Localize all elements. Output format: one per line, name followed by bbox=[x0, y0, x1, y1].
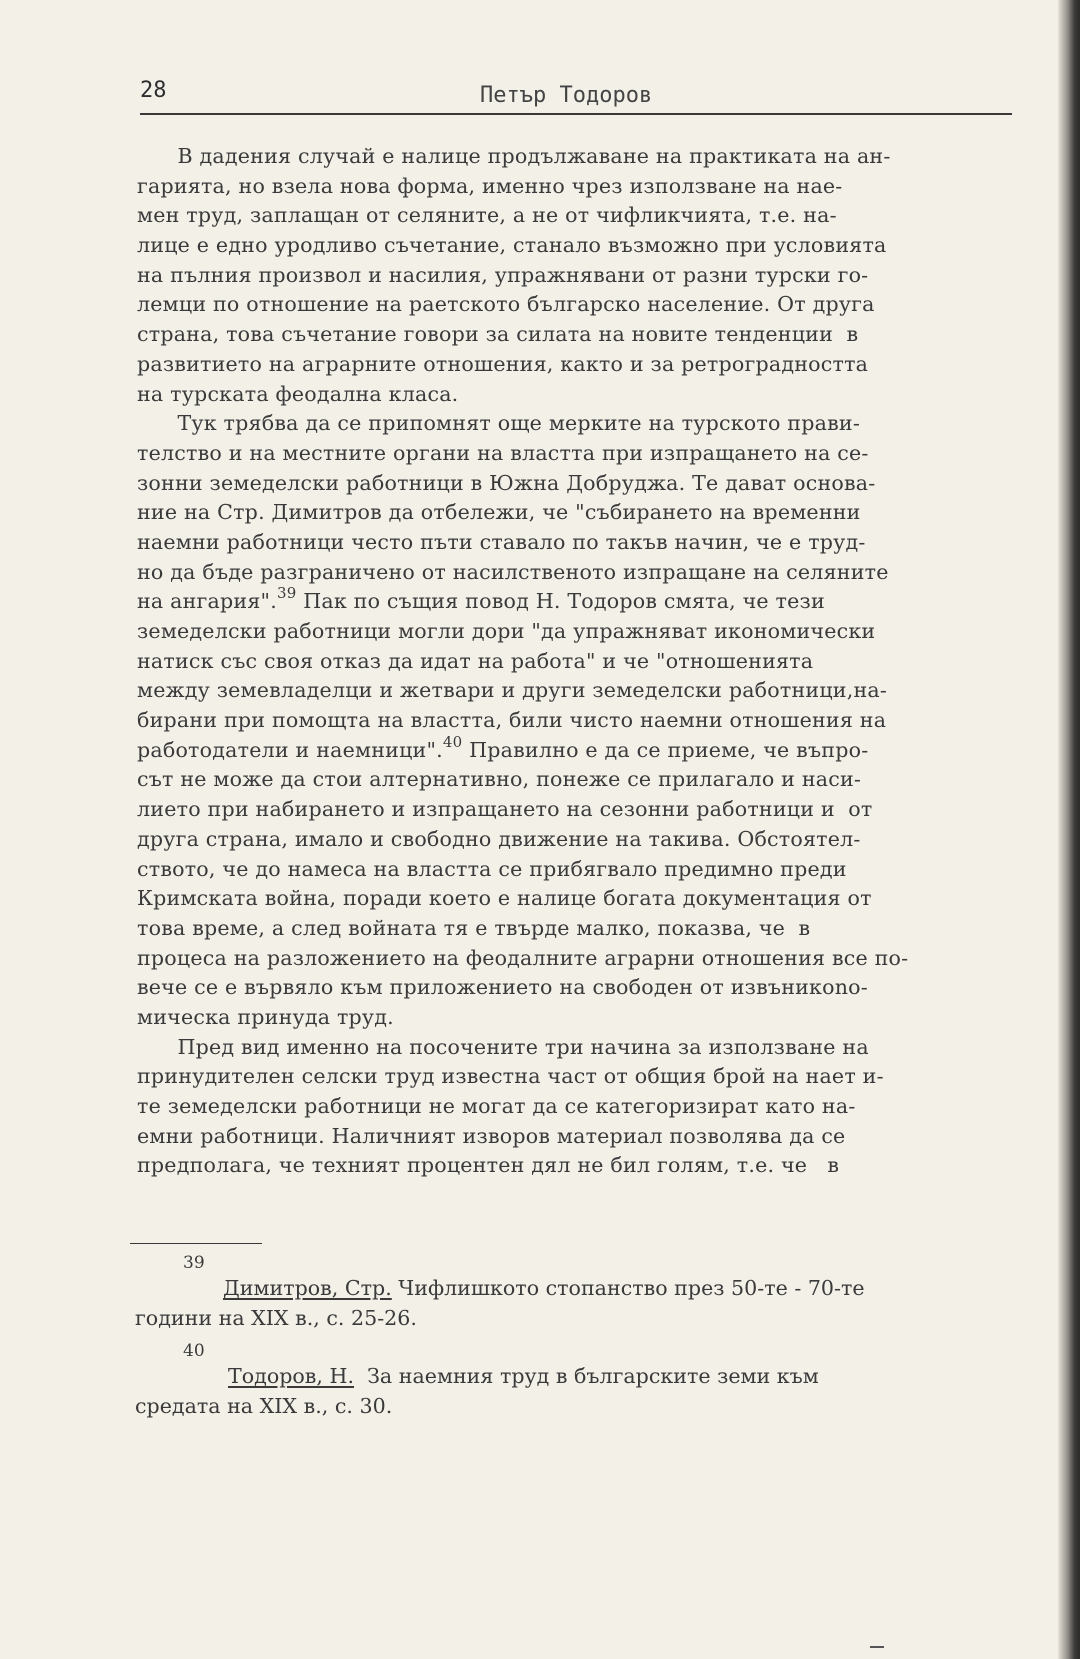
text-line: на пълния произвол и насилия, упражнявани от разни турски го- bbox=[137, 262, 869, 287]
text-line: между земевладелци и жетвари и други земеделски работници,на- bbox=[137, 678, 888, 703]
text-line: вече се е вървяло към приложението на свободен от извъникono- bbox=[137, 975, 868, 1000]
text-line: лието при набирането и изпращането на сезонни работници и от bbox=[137, 797, 873, 822]
text-line: земеделски работници могли дори "да упражняват икономически bbox=[137, 619, 876, 643]
text-line: лемци по отношение на раетското българско население. От друга bbox=[137, 292, 875, 317]
text-line: това време, а след войната тя е твърде малко, показва, че в bbox=[137, 915, 811, 940]
text-line: принудителен селски труд известна част от общия брой на нает и- bbox=[137, 1064, 884, 1089]
text-line: лице е едно уродливо съчетание, станало възможно при условията bbox=[137, 233, 887, 258]
footnote-title: Чифлишкото стопанство през 50-те - 70-те bbox=[391, 1276, 865, 1300]
text-line: В дадения случай е налице продължаване на практиката на ан- bbox=[137, 144, 891, 168]
footnote-title: За наемния труд в българските земи към bbox=[354, 1364, 819, 1388]
text-line: но да бъде разграничено от насилственото изпращане на селяните bbox=[137, 559, 889, 584]
footnote-40 bbox=[135, 1341, 1015, 1421]
text-line: натиск със своя отказ да идат на работа" и че "отношенията bbox=[137, 648, 814, 673]
footnote-continuation: години на XIX в., с. 25-26. bbox=[135, 1306, 417, 1330]
page-header bbox=[140, 75, 1012, 115]
line-text: Правилно е да се приеме, че въпро- bbox=[462, 737, 869, 762]
footnote-39 bbox=[135, 1253, 1015, 1333]
footnote-separator bbox=[130, 1243, 262, 1244]
text-line: те земеделски работници не могат да се категоризират като на- bbox=[137, 1094, 856, 1118]
text-line: процеса на разложението на феодалните аграрни отношения все по- bbox=[137, 945, 909, 970]
text-line: зонни земеделски работници в Южна Добруджа. Те дават основа- bbox=[137, 470, 876, 495]
text-line: емни работници. Наличният изворов материал позволява да се bbox=[137, 1123, 846, 1148]
text-line: ството, че до намеса на властта се прибягвало предимно преди bbox=[137, 856, 847, 881]
text-line: Пред вид именно на посочените три начина за използване на bbox=[137, 1034, 869, 1059]
line-text: на ангария". bbox=[137, 589, 277, 614]
page-number: 28 bbox=[140, 78, 167, 103]
text-line: телство и на местните органи на властта при изпращането на се- bbox=[137, 440, 869, 465]
footnote-ref-40: 40 bbox=[442, 732, 463, 751]
page-edge-shadow bbox=[1058, 0, 1080, 1659]
scan-mark bbox=[870, 1646, 884, 1648]
text-line: на турската феодална класа. bbox=[137, 381, 459, 406]
body-text bbox=[137, 142, 1017, 1181]
footnote-number: 40 bbox=[183, 1341, 205, 1361]
running-head: Петър Тодоров bbox=[480, 83, 653, 108]
text-line: ние на Стр. Димитров да отбележи, че "събирането на временни bbox=[137, 500, 861, 525]
text-line: мическа принуда труд. bbox=[137, 1004, 394, 1029]
text-line: Кримската война, поради което е налице богата документация от bbox=[137, 886, 872, 911]
text-line: друга страна, имало и свободно движение на такива. Обстоятел- bbox=[137, 826, 861, 851]
footnote-author: Тодоров, Н. bbox=[228, 1364, 354, 1388]
text-line: наемни работници често пъти ставало по такъв начин, че е труд- bbox=[137, 529, 866, 554]
text-line: развитието на аграрните отношения, както и за ретроградността bbox=[137, 351, 869, 376]
text-line-with-footnote-ref bbox=[137, 584, 1017, 617]
footnote-ref-39: 39 bbox=[276, 584, 297, 603]
text-line: Тук трябва да се припомнят още мерките на турското прави- bbox=[137, 411, 860, 436]
footnotes bbox=[135, 1253, 1015, 1421]
text-line: бирани при помощта на властта, били чисто наемни отношения на bbox=[137, 708, 887, 733]
text-line: страна, това съчетание говори за силата на новите тенденции в bbox=[137, 322, 859, 347]
text-line: предполага, че техният процентен дял не бил голям, т.е. че в bbox=[137, 1153, 840, 1178]
footnote-number: 39 bbox=[183, 1253, 205, 1273]
line-text: Пак по същия повод Н. Тодоров смята, че тези bbox=[296, 589, 825, 614]
text-line: гарията, но взела нова форма, именно чрез използване на нае- bbox=[137, 173, 843, 198]
line-text: работодатели и наемници". bbox=[137, 737, 443, 762]
footnote-continuation: средата на XIX в., с. 30. bbox=[135, 1394, 393, 1418]
text-line-with-footnote-ref bbox=[137, 732, 1017, 766]
text-line: сът не може да стои алтернативно, понеже се прилагало и наси- bbox=[137, 767, 862, 792]
text-line: мен труд, заплащан от селяните, а не от чифликчията, т.е. на- bbox=[137, 203, 837, 228]
footnote-author: Димитров, Стр. bbox=[223, 1276, 392, 1300]
